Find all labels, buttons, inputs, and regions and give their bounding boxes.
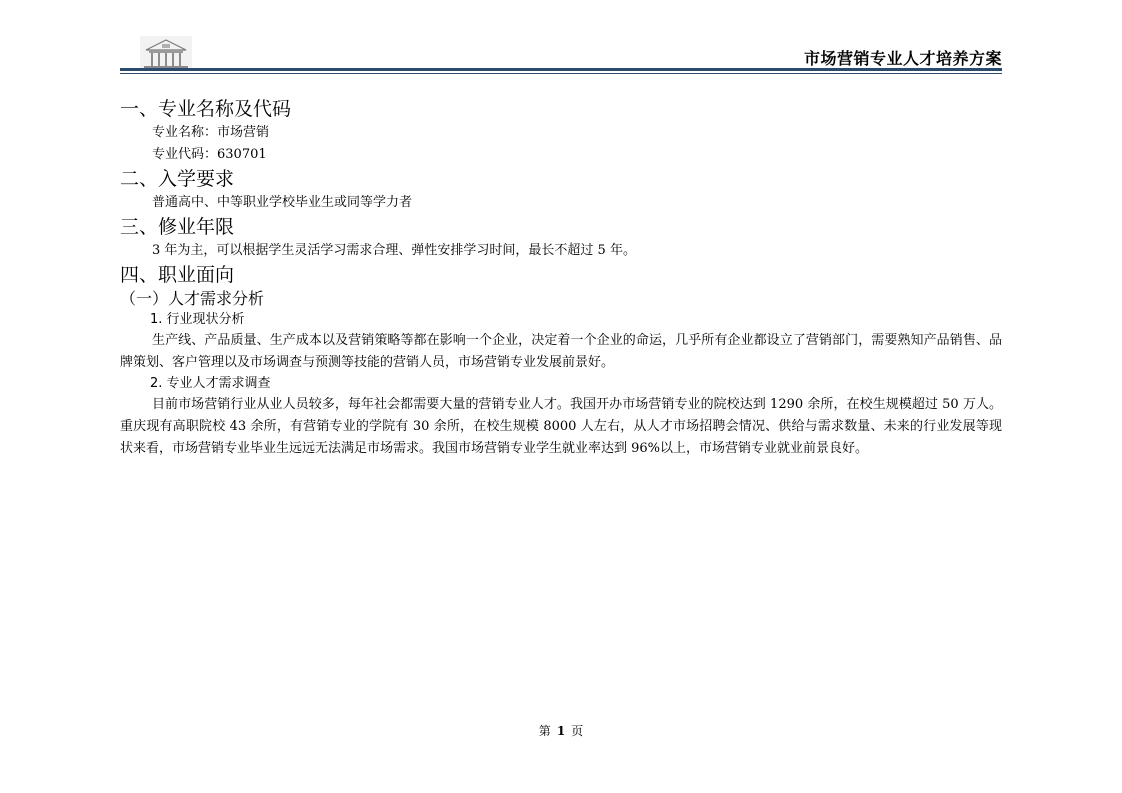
section-heading-major-name: 一、专业名称及代码 — [120, 98, 292, 120]
duration-text: 3 年为主，可以根据学生灵活学习需求合理、弹性安排学习时间，最长不超过 5 年。 — [152, 243, 636, 258]
header-rule-thick — [120, 68, 1002, 71]
section-heading-admission: 二、入学要求 — [120, 168, 235, 190]
page-number-prefix: 第 — [538, 724, 551, 738]
major-name-line: 专业名称：市场营销 — [152, 125, 270, 140]
page-number-suffix: 页 — [571, 724, 584, 738]
industry-paragraph: 生产线、产品质量、生产成本以及营销策略等都在影响一个企业，决定着一个企业的命运，几乎所有企业都设立了营销部门，需要熟知产品销售、品牌策划、客户管理以及市场调查与预测等技能的营销人员，市场营销专业发展前景好。 — [120, 333, 1002, 370]
item-heading-industry: 1. 行业现状分析 — [150, 312, 245, 327]
page-number: 1 — [556, 724, 566, 738]
admission-text: 普通高中、中等职业学校毕业生或同等学力者 — [152, 195, 413, 210]
document-body — [120, 96, 1002, 460]
building-logo-icon — [140, 36, 192, 70]
header-rule-thin — [120, 73, 1002, 74]
survey-paragraph: 目前市场营销行业从业人员较多，每年社会都需要大量的营销专业人才。我国开办市场营销专业的院校达到 1290 余所，在校生规模超过 50 万人。重庆现有高职院校 43 余所，有营销专业的学院有 30 余所，在校生规模 8000 人左右，从人才市场招聘会情况、供给与需求数量、未来的行业发展等现状来看，市场营销专业毕业生远远无法满足市场需求。我国市场营销专业学生就业率达到 96%以上，市场营销专业就业前景良好。 — [120, 397, 1002, 456]
section-heading-career: 四、职业面向 — [120, 264, 235, 286]
page-footer — [0, 722, 1122, 739]
major-code-line: 专业代码：630701 — [152, 147, 267, 162]
subsection-heading-demand: （一）人才需求分析 — [120, 289, 265, 308]
header-title: 市场营销专业人才培养方案 — [803, 49, 1002, 68]
item-heading-survey: 2. 专业人才需求调查 — [150, 376, 271, 391]
section-heading-duration: 三、修业年限 — [120, 216, 235, 238]
